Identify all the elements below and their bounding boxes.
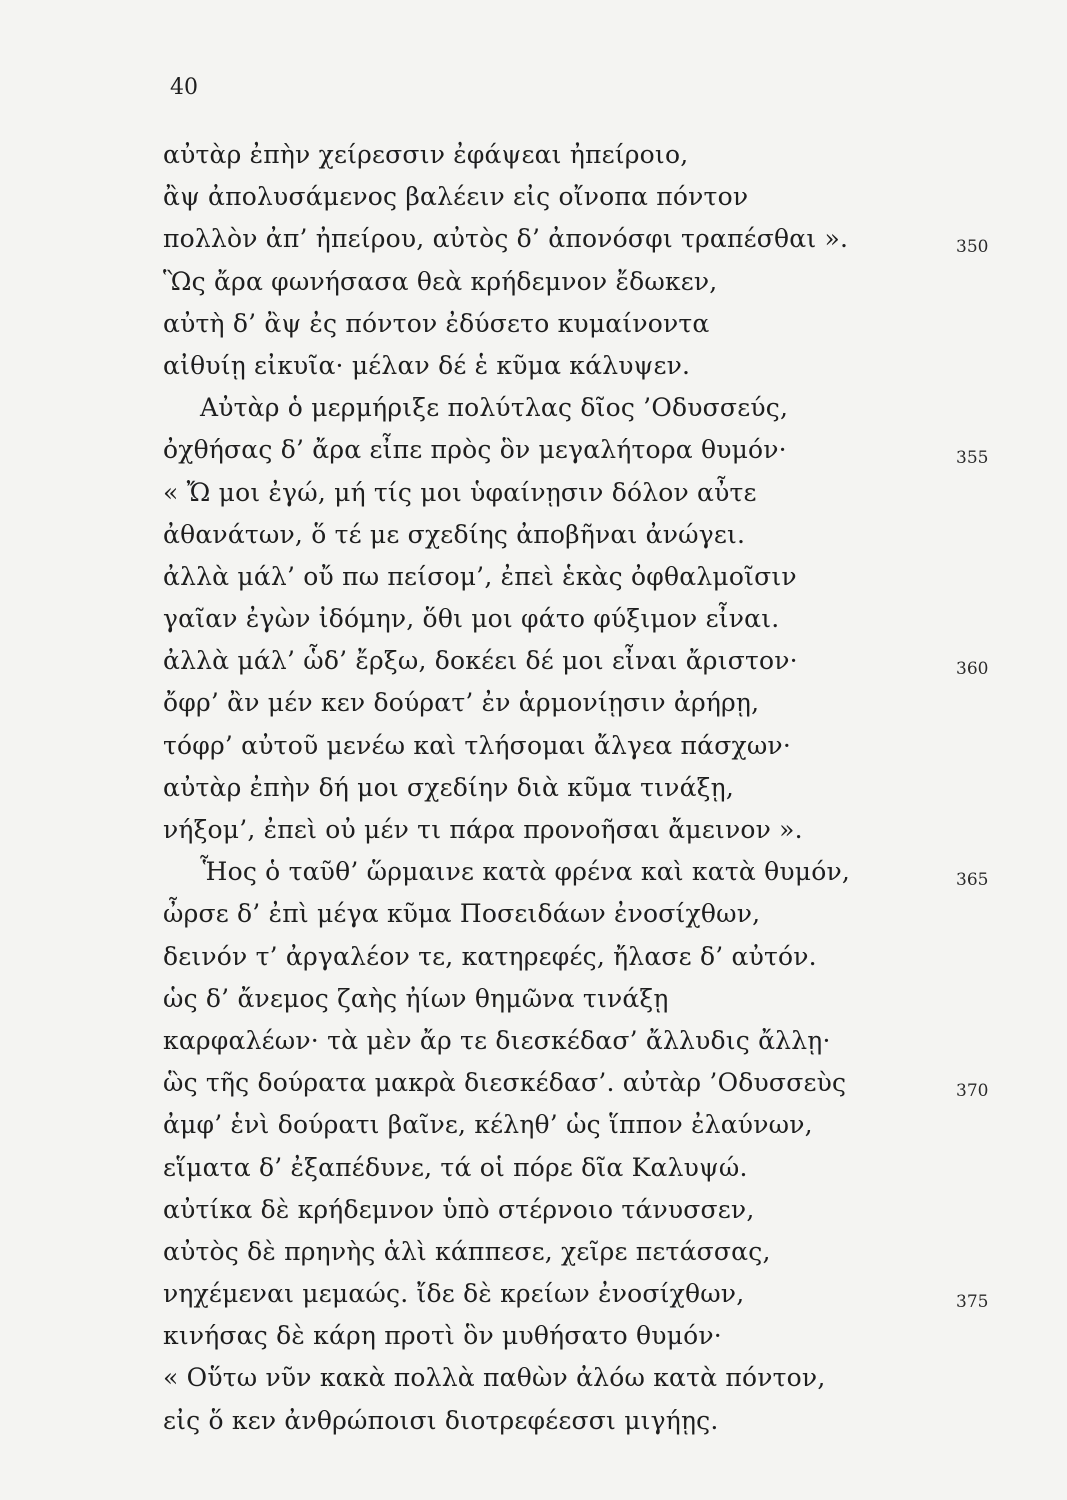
verse-text: γαῖαν ἐγὼν ἰδόμην, ὅθι μοι φάτο φύξιμον εἶναι. xyxy=(163,604,780,634)
verse-text: « Οὕτω νῦν κακὰ πολλὰ παθὼν ἀλόω κατὰ πόντον, xyxy=(163,1363,826,1393)
verse-line xyxy=(0,387,1067,429)
verse-line xyxy=(0,1020,1067,1062)
verse-text: τόφρ’ αὐτοῦ μενέω καὶ τλήσομαι ἄλγεα πάσχων· xyxy=(163,730,791,760)
verse-line xyxy=(0,978,1067,1020)
verse-text: αὐτὰρ ἐπὴν χείρεσσιν ἐφάψεαι ἠπείροιο, xyxy=(163,140,689,169)
verse-text: εἵματα δ’ ἐξαπέδυνε, τά οἱ πόρε δῖα Καλυψώ. xyxy=(163,1152,748,1182)
verse-text: καρφαλέων· τὰ μὲν ἄρ τε διεσκέδασ’ ἄλλυδις ἄλλῃ· xyxy=(163,1025,831,1055)
verse-text: ἀλλὰ μάλ’ ὧδ’ ἔρξω, δοκέει δέ μοι εἶναι ἄριστον· xyxy=(163,646,798,676)
verse-line xyxy=(0,1189,1067,1231)
verse-text: ὄφρ’ ἂν μέν κεν δούρατ’ ἐν ἁρμονίῃσιν ἀρήρῃ, xyxy=(163,688,760,718)
verse-text: ὣς τῆς δούρατα μακρὰ διεσκέδασ’. αὐτὰρ ’Οδυσσεὺς xyxy=(163,1068,847,1098)
line-number: 360 xyxy=(956,659,989,680)
verse-text: ὡς δ’ ἄνεμος ζαὴς ἠίων θημῶνα τινάξῃ xyxy=(163,983,669,1013)
verse-line xyxy=(0,682,1067,724)
verse-text: αὐτὴ δ’ ἂψ ἐς πόντον ἐδύσετο κυμαίνοντα xyxy=(163,308,710,338)
page-number: 40 xyxy=(170,75,198,100)
verse-line xyxy=(0,893,1067,935)
verse-text: ἀμφ’ ἑνὶ δούρατι βαῖνε, κέληθ’ ὡς ἵππον ἐλαύνων, xyxy=(163,1110,813,1140)
verse-line xyxy=(0,767,1067,809)
verse-line xyxy=(0,1062,1067,1104)
verse-text: αὐτὸς δὲ πρηνὴς ἁλὶ κάππεσε, χεῖρε πετάσσας, xyxy=(163,1236,771,1266)
verse-text: πολλὸν ἀπ’ ἠπείρου, αὐτὸς δ’ ἀπονόσφι τραπέσθαι ». xyxy=(163,224,849,254)
verse-text: ὦρσε δ’ ἐπὶ μέγα κῦμα Ποσειδάων ἐνοσίχθων, xyxy=(163,899,761,929)
verse-text: ἀθανάτων, ὅ τέ με σχεδίης ἀποβῆναι ἀνώγει. xyxy=(163,519,746,549)
verse-text: Ἧος ὁ ταῦθ’ ὥρμαινε κατὰ φρένα καὶ κατὰ θυμόν, xyxy=(200,857,850,887)
verse-line xyxy=(0,1147,1067,1189)
verse-text: Ὣς ἄρα φωνήσασα θεὰ κρήδεμνον ἔδωκεν, xyxy=(163,266,718,296)
verse-text: νηχέμεναι μεμαώς. ἴδε δὲ κρείων ἐνοσίχθων, xyxy=(163,1279,745,1309)
verse-line xyxy=(0,218,1067,260)
verse-line xyxy=(0,261,1067,303)
verse-line xyxy=(0,134,1067,176)
line-number: 365 xyxy=(956,870,989,891)
verse-line xyxy=(0,1357,1067,1399)
verse-text: εἰς ὅ κεν ἀνθρώποισι διοτρεφέεσσι μιγήῃς. xyxy=(163,1405,719,1435)
verse-text: ὀχθήσας δ’ ἄρα εἶπε πρὸς ὃν μεγαλήτορα θυμόν· xyxy=(163,435,787,465)
verse-line xyxy=(0,851,1067,893)
verse-line xyxy=(0,556,1067,598)
verse-line xyxy=(0,1315,1067,1357)
verse-line xyxy=(0,1231,1067,1273)
verse-line xyxy=(0,809,1067,851)
verse-text: κινήσας δὲ κάρη προτὶ ὃν μυθήσατο θυμόν· xyxy=(163,1321,722,1351)
verse-line xyxy=(0,1273,1067,1315)
verse-line xyxy=(0,303,1067,345)
verse-text: αὐτὰρ ἐπὴν δή μοι σχεδίην διὰ κῦμα τινάξῃ, xyxy=(163,772,734,802)
line-number: 375 xyxy=(956,1292,989,1313)
line-number: 350 xyxy=(956,237,989,258)
verse-text: « Ὤ μοι ἐγώ, μή τίς μοι ὑφαίνῃσιν δόλον αὖτε xyxy=(163,477,757,507)
verse-line xyxy=(0,514,1067,556)
verse-line xyxy=(0,598,1067,640)
verse-line xyxy=(0,1104,1067,1146)
verse-text: ἂψ ἀπολυσάμενος βαλέειν εἰς οἴνοπα πόντον xyxy=(163,182,749,212)
verse-line xyxy=(0,429,1067,471)
verse-text: ἀλλὰ μάλ’ οὔ πω πείσομ’, ἐπεὶ ἑκὰς ὀφθαλμοῖσιν xyxy=(163,561,797,591)
verse-text: αἰθυίῃ εἰκυῖα· μέλαν δέ ἑ κῦμα κάλυψεν. xyxy=(163,350,691,380)
verse-text: αὐτίκα δὲ κρήδεμνον ὑπὸ στέρνοιο τάνυσσεν, xyxy=(163,1194,755,1224)
verse-line xyxy=(0,176,1067,218)
line-number: 370 xyxy=(956,1081,989,1102)
verse-line xyxy=(0,725,1067,767)
verse-text: δεινόν τ’ ἀργαλέον τε, κατηρεφές, ἤλασε δ’ αὐτόν. xyxy=(163,941,817,971)
verse-block xyxy=(0,134,1067,1442)
verse-line xyxy=(0,640,1067,682)
verse-line xyxy=(0,345,1067,387)
verse-line xyxy=(0,1400,1067,1442)
verse-text: νήξομ’, ἐπεὶ οὐ μέν τι πάρα προνοῆσαι ἄμεινον ». xyxy=(163,815,803,844)
line-number: 355 xyxy=(956,448,989,469)
verse-line xyxy=(0,472,1067,514)
verse-text: Αὐτὰρ ὁ μερμήριξε πολύτλας δῖος ’Οδυσσεύς, xyxy=(200,393,789,423)
verse-line xyxy=(0,936,1067,978)
